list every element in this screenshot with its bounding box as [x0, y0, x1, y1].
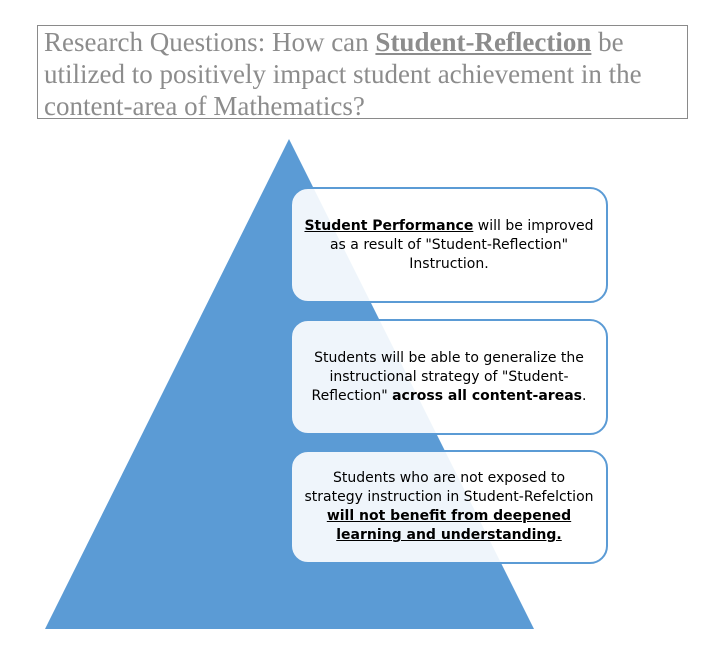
card-not-exposed-bold: will not benefit from deepened learning and understanding.	[326, 508, 572, 543]
research-question-emphasis: Student-Reflection	[375, 27, 592, 57]
card-not-exposed-main: Students who are not exposed to strategy instruction in Student-Refelction	[304, 470, 594, 505]
card-generalize-strategy-main: Students will be able to generalize the instructional strategy of "Student-Reflection"	[311, 349, 584, 404]
card-student-performance-text	[304, 217, 594, 274]
card-student-performance	[290, 187, 608, 303]
research-question-suffix: be utilized to positively impact student achievement in the content-area of Mathematics?	[44, 27, 642, 121]
card-not-exposed-text	[304, 469, 594, 545]
card-generalize-strategy-bold: across all content-areas	[392, 387, 582, 404]
card-generalize-strategy	[290, 319, 608, 435]
research-question-prefix: Research Questions: How can	[44, 27, 376, 57]
card-not-exposed	[290, 450, 608, 564]
card-student-performance-rest: will be improved as a result of "Student-Reflection" Instruction.	[329, 217, 594, 272]
card-student-performance-lead: Student Performance	[304, 217, 474, 234]
card-generalize-strategy-text	[304, 349, 594, 406]
card-generalize-strategy-end: .	[582, 387, 587, 404]
